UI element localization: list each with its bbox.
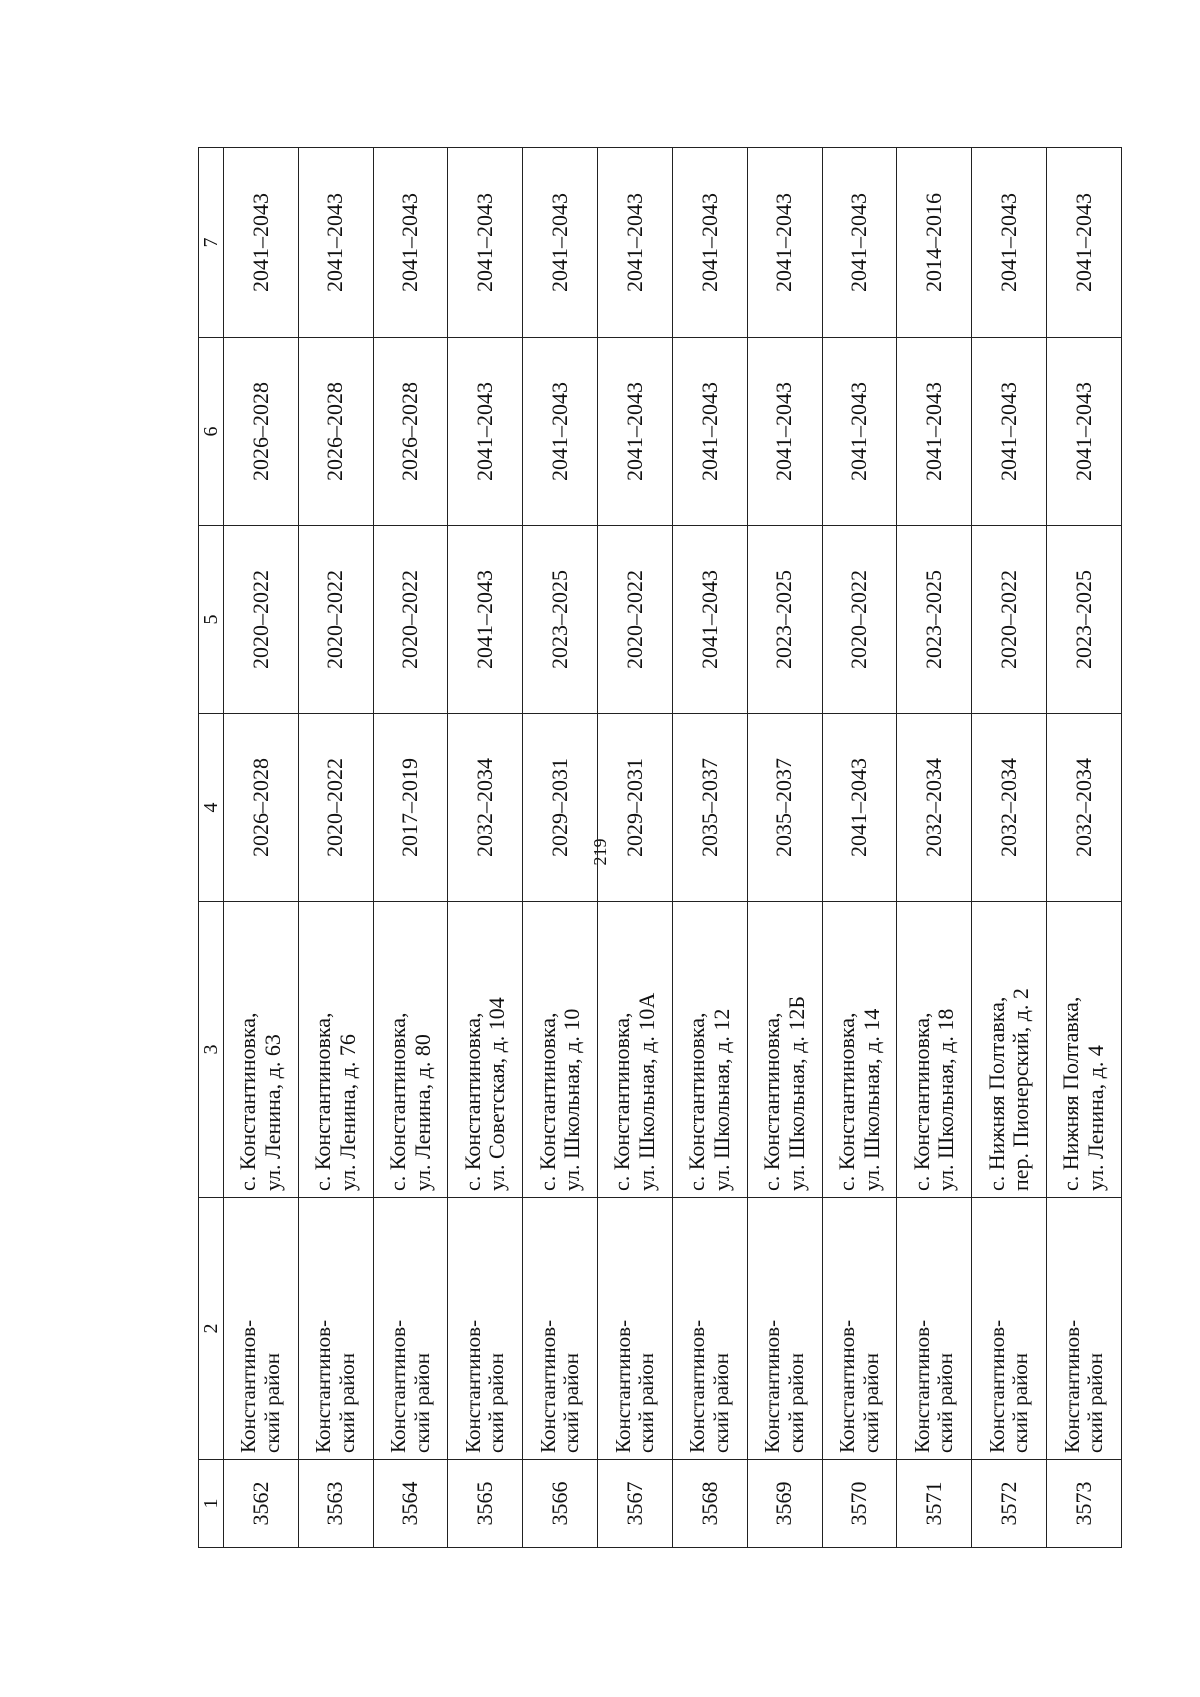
period-cell-col-7: 2041–2043 <box>672 148 747 338</box>
period-cell-col-6: 2041–2043 <box>598 338 673 526</box>
table-row <box>224 148 299 1548</box>
period-cell-col-4: 2032–2034 <box>897 714 972 902</box>
table-row <box>523 148 598 1548</box>
period-cell-col-5: 2041–2043 <box>448 526 523 714</box>
period-cell-col-5: 2023–2025 <box>747 526 822 714</box>
header-col-4: 4 <box>199 714 224 902</box>
table-row <box>672 148 747 1548</box>
address-cell <box>672 902 747 1198</box>
period-cell-col-4: 2041–2043 <box>822 714 897 902</box>
period-cell-col-5: 2020–2022 <box>224 526 299 714</box>
row-number-cell: 3569 <box>747 1460 822 1548</box>
address-line-1: с. Константиновка, <box>908 1012 934 1191</box>
district-line-1: Константинов- <box>984 1319 1009 1453</box>
period-cell-col-5: 2020–2022 <box>373 526 448 714</box>
address-cell <box>747 902 822 1198</box>
district-line-1: Константинов- <box>236 1319 261 1453</box>
period-cell-col-5: 2020–2022 <box>972 526 1047 714</box>
row-number-cell: 3570 <box>822 1460 897 1548</box>
period-cell-col-7: 2041–2043 <box>298 148 373 338</box>
district-cell <box>1047 1198 1122 1460</box>
period-cell-col-7: 2041–2043 <box>1047 148 1122 338</box>
district-line-2: ский район <box>259 1352 284 1453</box>
district-line-2: ский район <box>409 1352 434 1453</box>
header-col-1: 1 <box>199 1460 224 1548</box>
address-line-1: с. Константиновка, <box>235 1012 261 1191</box>
district-line-2: ский район <box>559 1352 584 1453</box>
address-line-2: ул. Ленина, д. 80 <box>409 1034 435 1191</box>
address-cell <box>224 902 299 1198</box>
district-line-1: Константинов- <box>909 1319 934 1453</box>
address-line-2: ул. Ленина, д. 4 <box>1083 1045 1109 1191</box>
period-cell-col-4: 2026–2028 <box>224 714 299 902</box>
address-line-1: с. Константиновка, <box>310 1012 336 1191</box>
period-cell-col-5: 2020–2022 <box>822 526 897 714</box>
address-line-2: ул. Школьная, д. 10 <box>559 1008 585 1191</box>
row-number-cell: 3571 <box>897 1460 972 1548</box>
header-col-7: 7 <box>199 148 224 338</box>
address-line-2: ул. Школьная, д. 18 <box>933 1008 959 1191</box>
row-number-cell: 3572 <box>972 1460 1047 1548</box>
address-cell <box>598 902 673 1198</box>
period-cell-col-6: 2041–2043 <box>672 338 747 526</box>
address-line-2: ул. Школьная, д. 14 <box>858 1008 884 1191</box>
address-line-1: с. Константиновка, <box>384 1012 410 1191</box>
period-cell-col-6: 2026–2028 <box>298 338 373 526</box>
row-number-cell: 3567 <box>598 1460 673 1548</box>
address-cell <box>822 902 897 1198</box>
district-line-1: Константинов- <box>386 1319 411 1453</box>
address-line-2: ул. Школьная, д. 10А <box>634 992 660 1191</box>
period-cell-col-4: 2020–2022 <box>298 714 373 902</box>
row-number-cell: 3566 <box>523 1460 598 1548</box>
period-cell-col-7: 2041–2043 <box>747 148 822 338</box>
header-row <box>199 148 224 1548</box>
period-cell-col-7: 2041–2043 <box>822 148 897 338</box>
table-row <box>822 148 897 1548</box>
period-cell-col-4: 2032–2034 <box>1047 714 1122 902</box>
address-line-1: с. Константиновка, <box>759 1012 785 1191</box>
period-cell-col-6: 2026–2028 <box>373 338 448 526</box>
district-cell <box>224 1198 299 1460</box>
address-line-1: с. Константиновка, <box>459 1012 485 1191</box>
address-cell <box>972 902 1047 1198</box>
period-cell-col-4: 2035–2037 <box>672 714 747 902</box>
table-row <box>897 148 972 1548</box>
address-line-1: с. Константиновка, <box>609 1012 635 1191</box>
district-line-1: Константинов- <box>1059 1319 1084 1453</box>
district-cell <box>448 1198 523 1460</box>
address-cell <box>448 902 523 1198</box>
period-cell-col-7: 2041–2043 <box>448 148 523 338</box>
address-cell <box>373 902 448 1198</box>
row-number-cell: 3564 <box>373 1460 448 1548</box>
period-cell-col-7: 2041–2043 <box>598 148 673 338</box>
table-header <box>199 148 224 1548</box>
period-cell-col-4: 2035–2037 <box>747 714 822 902</box>
registry-table-container <box>198 148 1122 1548</box>
district-cell <box>747 1198 822 1460</box>
address-line-2: пер. Пионерский, д. 2 <box>1008 988 1034 1191</box>
period-cell-col-6: 2041–2043 <box>448 338 523 526</box>
district-line-1: Константинов- <box>311 1319 336 1453</box>
period-cell-col-6: 2041–2043 <box>747 338 822 526</box>
address-line-1: с. Константиновка, <box>833 1012 859 1191</box>
period-cell-col-6: 2041–2043 <box>1047 338 1122 526</box>
row-number-cell: 3568 <box>672 1460 747 1548</box>
district-cell <box>373 1198 448 1460</box>
table-row <box>373 148 448 1548</box>
period-cell-col-7: 2014–2016 <box>897 148 972 338</box>
row-number-cell: 3563 <box>298 1460 373 1548</box>
header-col-5: 5 <box>199 526 224 714</box>
district-line-1: Константинов- <box>460 1319 485 1453</box>
address-line-2: ул. Школьная, д. 12Б <box>783 996 809 1191</box>
period-cell-col-6: 2041–2043 <box>523 338 598 526</box>
address-cell <box>897 902 972 1198</box>
period-cell-col-6: 2041–2043 <box>972 338 1047 526</box>
row-number-cell: 3562 <box>224 1460 299 1548</box>
address-line-1: с. Константиновка, <box>684 1012 710 1191</box>
period-cell-col-4: 2029–2031 <box>523 714 598 902</box>
period-cell-col-4: 2032–2034 <box>972 714 1047 902</box>
period-cell-col-4: 2017–2019 <box>373 714 448 902</box>
address-line-2: ул. Советская, д. 104 <box>484 997 510 1191</box>
table-row <box>298 148 373 1548</box>
address-line-1: с. Нижняя Полтавка, <box>983 996 1009 1191</box>
period-cell-col-6: 2041–2043 <box>822 338 897 526</box>
period-cell-col-7: 2041–2043 <box>972 148 1047 338</box>
address-line-1: с. Нижняя Полтавка, <box>1058 996 1084 1191</box>
period-cell-col-4: 2032–2034 <box>448 714 523 902</box>
table-row <box>448 148 523 1548</box>
page-number: 219 <box>590 838 610 866</box>
period-cell-col-5: 2023–2025 <box>1047 526 1122 714</box>
period-cell-col-5: 2023–2025 <box>523 526 598 714</box>
district-cell <box>298 1198 373 1460</box>
period-cell-col-4: 2029–2031 <box>598 714 673 902</box>
district-cell <box>598 1198 673 1460</box>
table-row <box>747 148 822 1548</box>
district-line-2: ский район <box>783 1352 808 1453</box>
period-cell-col-5: 2041–2043 <box>672 526 747 714</box>
district-line-2: ский район <box>484 1352 509 1453</box>
address-cell <box>298 902 373 1198</box>
address-line-1: с. Константиновка, <box>534 1012 560 1191</box>
address-cell <box>523 902 598 1198</box>
header-col-2: 2 <box>199 1198 224 1460</box>
district-line-2: ский район <box>933 1352 958 1453</box>
district-line-1: Константинов- <box>535 1319 560 1453</box>
address-line-2: ул. Школьная, д. 12 <box>708 1008 734 1191</box>
table-row <box>598 148 673 1548</box>
table-row <box>1047 148 1122 1548</box>
district-line-2: ский район <box>858 1352 883 1453</box>
period-cell-col-7: 2041–2043 <box>373 148 448 338</box>
district-cell <box>972 1198 1047 1460</box>
registry-table <box>198 147 1122 1548</box>
period-cell-col-5: 2020–2022 <box>598 526 673 714</box>
row-number-cell: 3565 <box>448 1460 523 1548</box>
district-cell <box>672 1198 747 1460</box>
district-line-2: ский район <box>634 1352 659 1453</box>
header-col-6: 6 <box>199 338 224 526</box>
period-cell-col-7: 2041–2043 <box>224 148 299 338</box>
period-cell-col-6: 2026–2028 <box>224 338 299 526</box>
district-cell <box>523 1198 598 1460</box>
district-line-1: Константинов- <box>835 1319 860 1453</box>
district-line-1: Константинов- <box>610 1319 635 1453</box>
table-row <box>972 148 1047 1548</box>
district-line-1: Константинов- <box>760 1319 785 1453</box>
period-cell-col-7: 2041–2043 <box>523 148 598 338</box>
period-cell-col-6: 2041–2043 <box>897 338 972 526</box>
address-line-2: ул. Ленина, д. 76 <box>334 1034 360 1191</box>
district-cell <box>822 1198 897 1460</box>
district-line-2: ский район <box>708 1352 733 1453</box>
district-line-1: Константинов- <box>685 1319 710 1453</box>
row-number-cell: 3573 <box>1047 1460 1122 1548</box>
district-line-2: ский район <box>1083 1352 1108 1453</box>
district-line-2: ский район <box>334 1352 359 1453</box>
district-cell <box>897 1198 972 1460</box>
table-body <box>224 148 1122 1548</box>
period-cell-col-5: 2020–2022 <box>298 526 373 714</box>
address-cell <box>1047 902 1122 1198</box>
district-line-2: ский район <box>1008 1352 1033 1453</box>
address-line-2: ул. Ленина, д. 63 <box>259 1034 285 1191</box>
period-cell-col-5: 2023–2025 <box>897 526 972 714</box>
header-col-3: 3 <box>199 902 224 1198</box>
